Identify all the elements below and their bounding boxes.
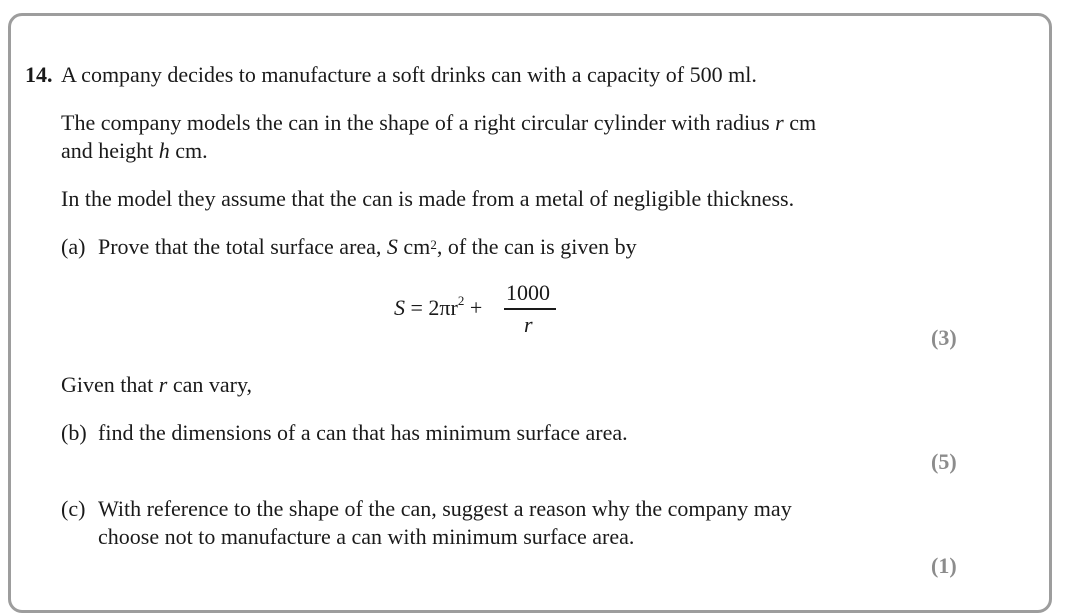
part-a-text-pre: Prove that the total surface area, bbox=[98, 234, 382, 259]
question-intro: A company decides to manufacture a soft drinks can with a capacity of 500 ml. bbox=[61, 62, 757, 87]
part-b-label: (b) bbox=[61, 420, 87, 445]
formula-plus: + bbox=[469, 295, 483, 320]
formula-exponent: 2 bbox=[457, 293, 465, 308]
formula-denominator: r bbox=[524, 312, 533, 337]
assumption-text: In the model they assume that the can is made from a metal of negligible thickness. bbox=[61, 186, 795, 211]
part-a-marks: (3) bbox=[931, 325, 957, 350]
height-variable: h bbox=[158, 138, 170, 163]
given-variable: r bbox=[158, 372, 168, 397]
given-text-post: can vary, bbox=[172, 372, 253, 397]
surface-area-variable: S bbox=[386, 234, 398, 259]
model-line-1-text: The company models the can in the shape of a right circular cylinder with radius bbox=[61, 110, 770, 135]
part-c-line-1: With reference to the shape of the can, suggest a reason why the company may bbox=[98, 496, 792, 521]
surface-area-unit: cm bbox=[403, 234, 431, 259]
surface-area-formula bbox=[394, 280, 574, 340]
formula-numerator: 1000 bbox=[506, 280, 550, 305]
model-line-1-unit: cm bbox=[789, 110, 817, 135]
part-a-text bbox=[98, 233, 637, 261]
unit-exponent: 2 bbox=[430, 237, 437, 252]
part-a-text-post: , of the can is given by bbox=[436, 234, 637, 259]
given-text bbox=[61, 371, 252, 399]
formula-eq: = 2πr bbox=[410, 295, 458, 320]
part-c-line-2: choose not to manufacture a can with minimum surface area. bbox=[98, 524, 635, 549]
model-line-1 bbox=[61, 109, 816, 137]
model-line-2 bbox=[61, 137, 208, 165]
model-line-2-unit: cm. bbox=[175, 138, 208, 163]
part-c-label: (c) bbox=[61, 496, 86, 521]
fraction-bar bbox=[504, 308, 556, 310]
radius-variable: r bbox=[775, 110, 784, 135]
part-c-marks: (1) bbox=[931, 553, 957, 578]
part-b-marks: (5) bbox=[931, 449, 957, 474]
part-b-text: find the dimensions of a can that has minimum surface area. bbox=[98, 420, 628, 445]
formula-lhs-var: S bbox=[394, 295, 405, 320]
model-line-2-text: and height bbox=[61, 138, 154, 163]
part-a-label: (a) bbox=[61, 234, 86, 259]
formula-lhs bbox=[394, 295, 482, 321]
given-text-pre: Given that bbox=[61, 372, 154, 397]
question-number: 14. bbox=[25, 62, 53, 87]
